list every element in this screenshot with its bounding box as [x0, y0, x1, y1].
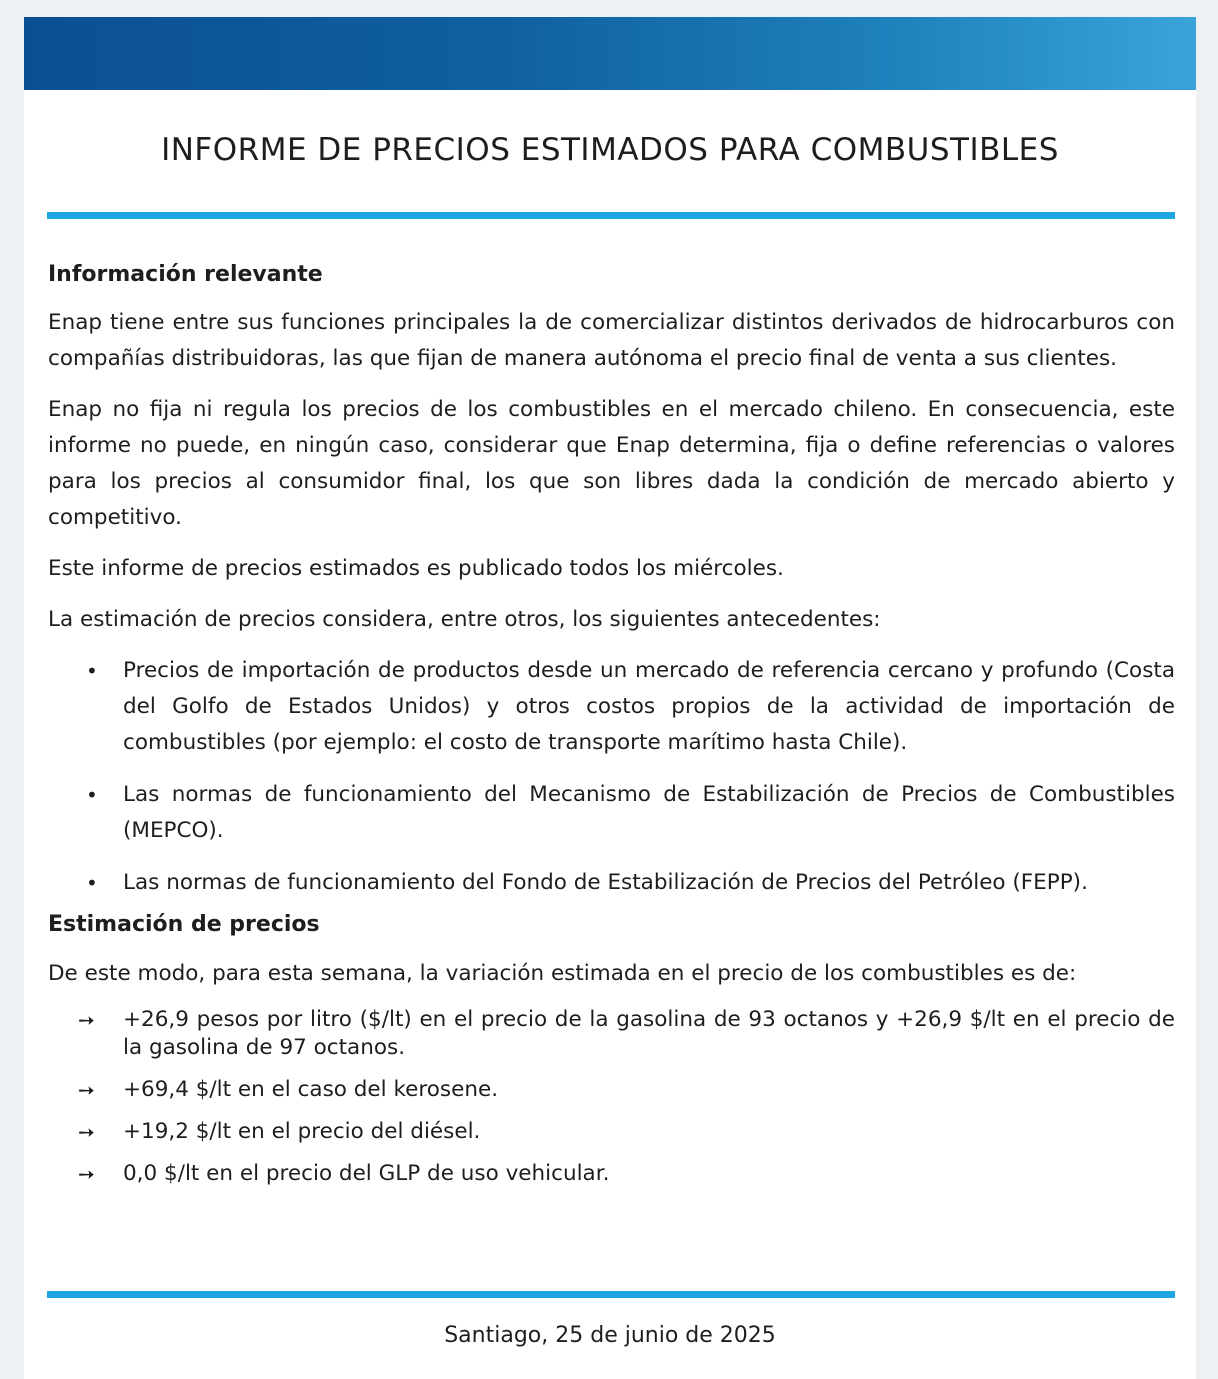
- paragraph: Este informe de precios estimados es publicado todos los miércoles.: [48, 556, 784, 581]
- list-item-text: Las normas de funcionamiento del Fondo de Estabilización de Precios del Petróleo (FEPP).: [123, 870, 1088, 895]
- paragraph: La estimación de precios considera, entre otros, los siguientes antecedentes:: [48, 607, 881, 632]
- list-item-text: Precios de importación de productos desde un mercado de referencia cercano y profundo (Costa del Golfo de Estados Unidos) y otros costos propios de la actividad de importación de combustibles (por ejemplo: el costo de transporte marítimo hasta Chile).: [123, 658, 1175, 755]
- bullet-dot-icon: •: [86, 871, 98, 895]
- list-item: [48, 1006, 1175, 1062]
- list-item: [48, 777, 1175, 849]
- arrow-right-icon: ➙: [78, 1078, 95, 1102]
- list-item-text: +69,4 $/lt en el caso del kerosene.: [123, 1077, 499, 1102]
- header-banner: [24, 17, 1196, 90]
- list-item: [48, 1160, 1175, 1188]
- bullet-dot-icon: •: [86, 659, 98, 683]
- list-item-text: +26,9 pesos por litro ($/lt) en el precio de la gasolina de 93 octanos y +26,9 $/lt en el precio de la gasolina de 97 octanos.: [123, 1007, 1175, 1060]
- section-heading-info: Información relevante: [48, 262, 323, 287]
- list-item: [48, 653, 1175, 761]
- list-item: [48, 865, 1175, 901]
- list-item: [48, 1076, 1175, 1104]
- list-item-text: Las normas de funcionamiento del Mecanismo de Estabilización de Precios de Combustibles (MEPCO).: [123, 782, 1175, 843]
- arrow-right-icon: ➙: [78, 1120, 95, 1144]
- arrow-right-icon: ➙: [78, 1162, 95, 1186]
- report-date: Santiago, 25 de junio de 2025: [444, 1323, 776, 1348]
- price-variation-list: [48, 1006, 1175, 1188]
- list-item-text: 0,0 $/lt en el precio del GLP de uso vehicular.: [123, 1161, 610, 1186]
- list-item: [48, 1118, 1175, 1146]
- page-title: INFORME DE PRECIOS ESTIMADOS PARA COMBUSTIBLES: [161, 132, 1059, 168]
- report-card: [24, 17, 1196, 1379]
- bottom-divider: [47, 1291, 1175, 1298]
- top-divider: [47, 212, 1175, 219]
- arrow-right-icon: ➙: [78, 1008, 95, 1032]
- bullet-dot-icon: •: [86, 783, 98, 807]
- report-body: [48, 261, 1175, 1202]
- antecedentes-list: [48, 653, 1175, 901]
- list-item-text: +19,2 $/lt en el precio del diésel.: [123, 1119, 481, 1144]
- paragraph: Enap tiene entre sus funciones principales la de comercializar distintos derivados de hidrocarburos con compañías distribuidoras, las que fijan de manera autónoma el precio final de venta a sus clientes.: [48, 310, 1175, 371]
- paragraph: Enap no fija ni regula los precios de los combustibles en el mercado chileno. En consecuencia, este informe no puede, en ningún caso, considerar que Enap determina, fija o define referencias o valores para los precios al consumidor final, los que son libres dada la condición de mercado abierto y competitivo.: [48, 397, 1175, 530]
- paragraph: De este modo, para esta semana, la variación estimada en el precio de los combustibles es de:: [48, 961, 1077, 986]
- section-heading-estimation: Estimación de precios: [48, 912, 320, 937]
